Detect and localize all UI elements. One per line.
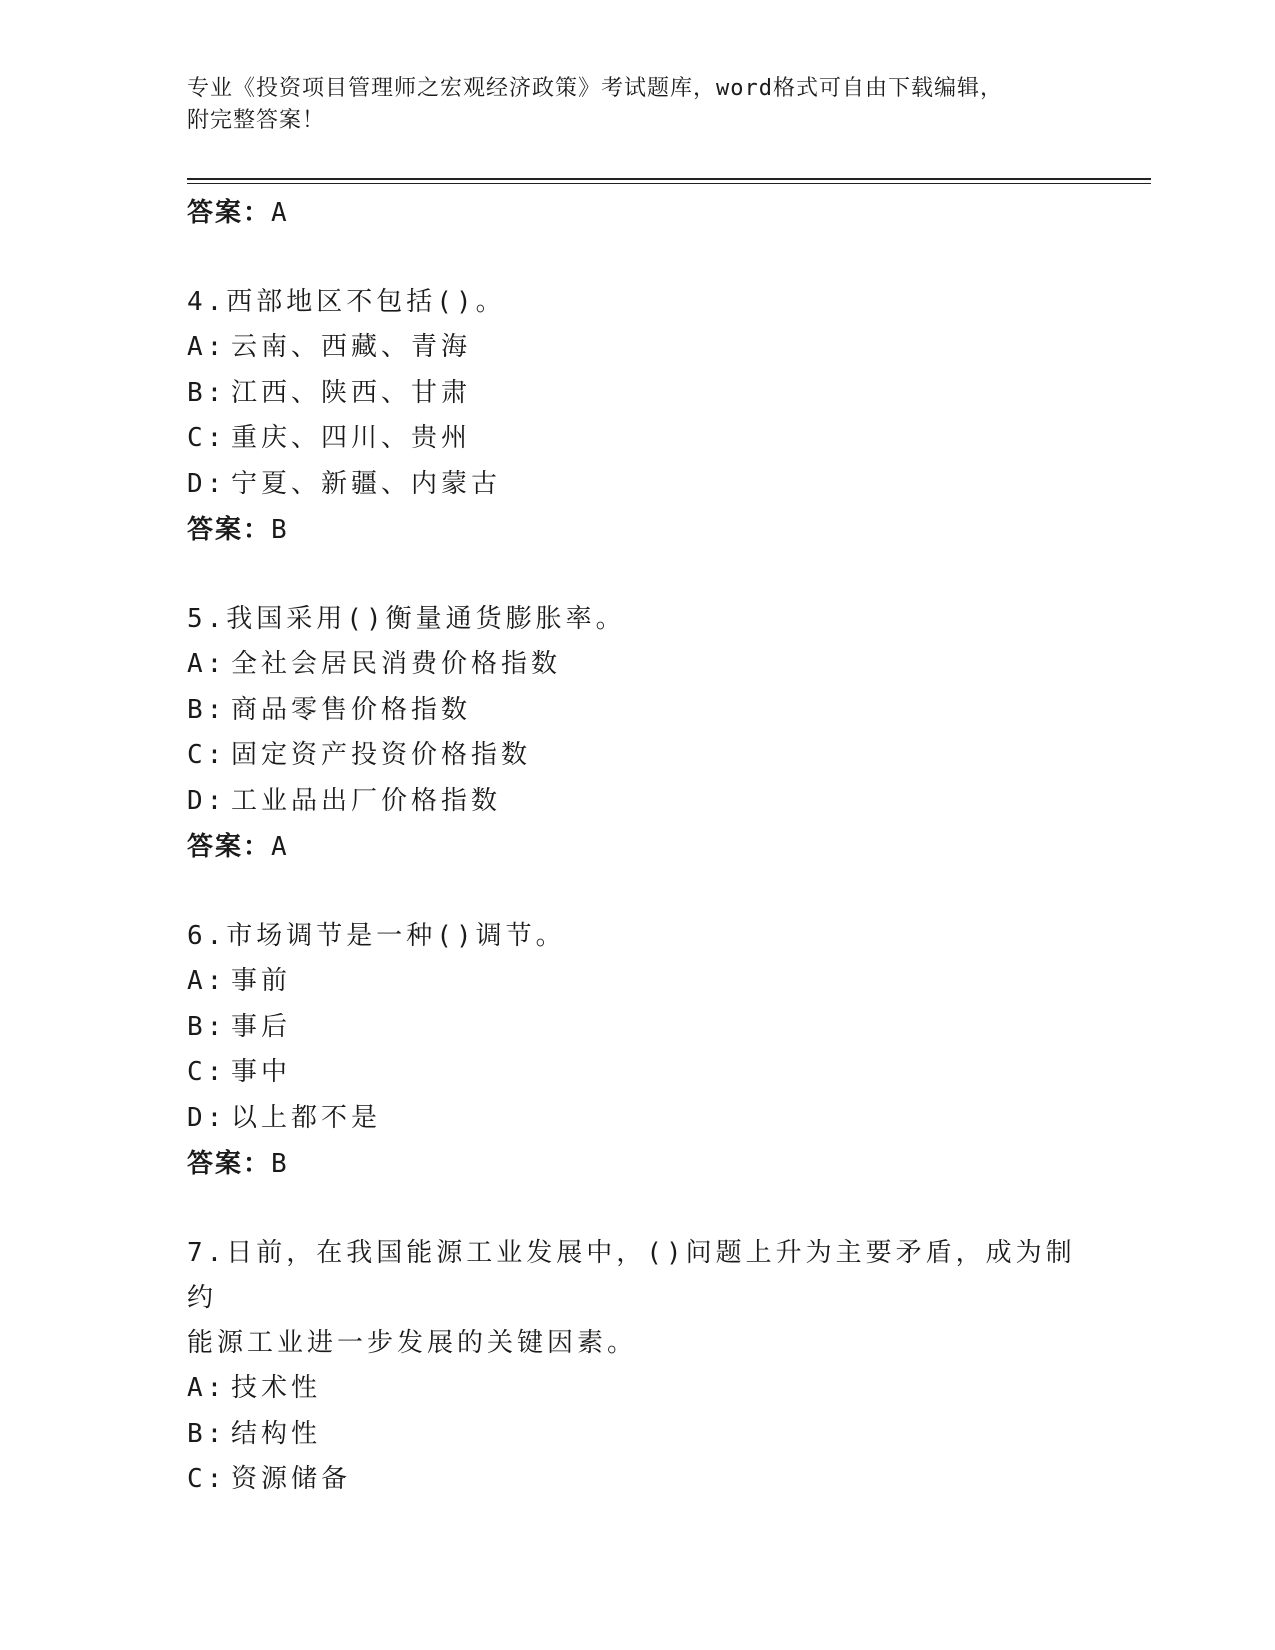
option-text: 工业品出厂价格指数: [231, 785, 502, 816]
answer-value: A: [271, 832, 289, 862]
option-text: 事后: [231, 1011, 292, 1042]
header-line-1: 专业《投资项目管理师之宏观经济政策》考试题库，word格式可自由下载编辑，: [187, 76, 1003, 101]
option-key: D:: [187, 1102, 227, 1133]
option-d: [187, 1096, 1087, 1142]
option-key: C:: [187, 740, 227, 770]
option-text: 宁夏、新疆、内蒙古: [231, 468, 502, 499]
option-key: A:: [187, 966, 227, 996]
question-4: [187, 280, 1087, 553]
question-text: 6.市场调节是一种()调节。: [187, 921, 566, 951]
answer-value: B: [271, 1149, 289, 1179]
option-b: [187, 1412, 1087, 1458]
option-text: 资源储备: [231, 1464, 352, 1494]
option-key: B:: [187, 1011, 227, 1042]
answer-value: A: [271, 198, 289, 228]
option-c: [187, 1457, 1087, 1503]
option-key: D:: [187, 468, 227, 499]
option-key: A:: [187, 1373, 227, 1403]
option-key: B:: [187, 377, 227, 408]
option-text: 云南、西藏、青海: [231, 332, 472, 362]
option-b: [187, 1005, 1087, 1051]
header-divider-thick: [187, 178, 1151, 180]
option-c: [187, 416, 1087, 462]
option-text: 以上都不是: [231, 1102, 382, 1133]
option-text: 重庆、四川、贵州: [231, 423, 472, 453]
option-text: 全社会居民消费价格指数: [231, 649, 562, 679]
answer-value: B: [271, 515, 289, 545]
question-6: [187, 914, 1087, 1187]
header-line-2: 附完整答案！: [187, 108, 326, 133]
option-c: [187, 733, 1087, 779]
question-text: 5.我国采用()衡量通货膨胀率。: [187, 604, 626, 634]
answer-line: [187, 190, 1087, 236]
option-d: [187, 779, 1087, 825]
question-text-line-1: 7.日前，在我国能源工业发展中，()问题上升为主要矛盾，成为制约: [187, 1238, 1076, 1313]
header-divider-thin: [187, 183, 1151, 184]
option-a: [187, 1366, 1087, 1412]
question-7: [187, 1231, 1087, 1503]
answer-line: [187, 824, 1087, 870]
option-key: B:: [187, 1418, 227, 1449]
answer-label: 答案：: [187, 515, 272, 545]
option-text: 技术性: [231, 1373, 322, 1403]
option-text: 商品零售价格指数: [231, 694, 472, 725]
option-b: [187, 371, 1087, 417]
answer-line: [187, 507, 1087, 553]
answer-label: 答案：: [187, 1149, 272, 1179]
question-text: 4.西部地区不包括()。: [187, 287, 506, 317]
option-key: B:: [187, 694, 227, 725]
option-text: 江西、陕西、甘肃: [231, 377, 472, 408]
option-text: 固定资产投资价格指数: [231, 740, 532, 770]
option-text: 事前: [231, 966, 292, 996]
option-key: A:: [187, 649, 227, 679]
answer-label: 答案：: [187, 198, 272, 228]
question-5: [187, 597, 1087, 870]
document-header: [187, 73, 1067, 137]
option-text: 事中: [231, 1057, 292, 1087]
option-c: [187, 1050, 1087, 1096]
option-key: C:: [187, 1057, 227, 1087]
option-a: [187, 642, 1087, 688]
option-key: C:: [187, 1464, 227, 1494]
option-d: [187, 462, 1087, 508]
option-key: A:: [187, 332, 227, 362]
option-a: [187, 959, 1087, 1005]
option-text: 结构性: [231, 1418, 322, 1449]
option-key: C:: [187, 423, 227, 453]
question-text-line-2: 能源工业进一步发展的关键因素。: [187, 1328, 638, 1358]
answer-line: [187, 1141, 1087, 1187]
option-key: D:: [187, 785, 227, 816]
option-b: [187, 688, 1087, 734]
answer-label: 答案：: [187, 832, 272, 862]
question-list: [187, 190, 1087, 1503]
option-a: [187, 325, 1087, 371]
